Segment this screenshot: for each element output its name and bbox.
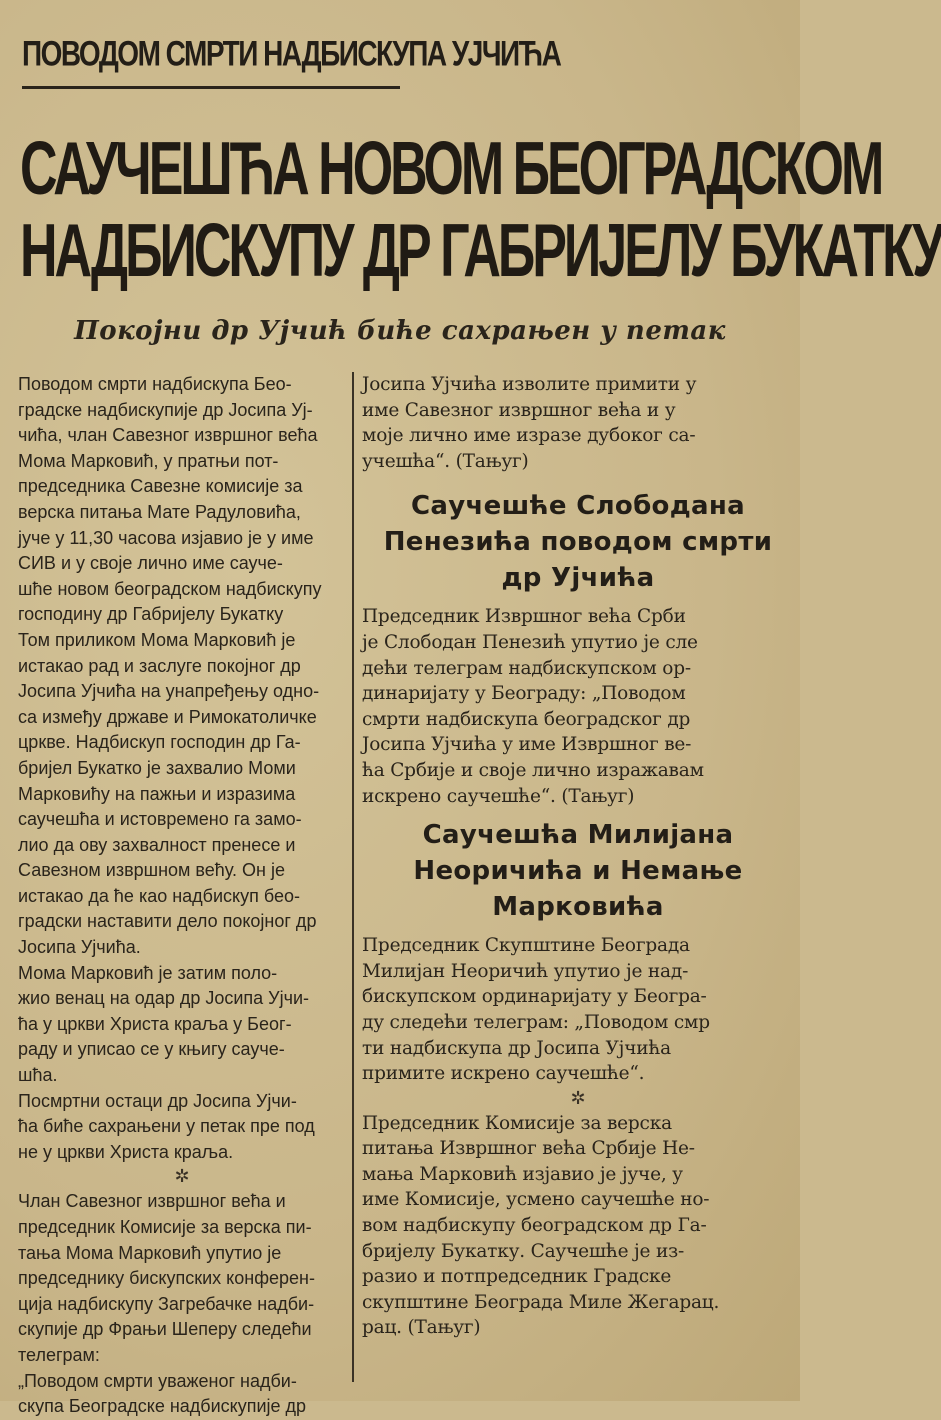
section-body-neoricic [362,933,794,1087]
right-paragraph-1 [362,372,794,474]
text-line: име Комисије, усмено саучешће но- [362,1189,710,1211]
spacer [362,474,794,488]
text-line: ћа Србије и своје лично изражавам [362,759,704,781]
text-line: ција надбискупу Загребачке надби- [18,1293,315,1314]
text-line: шћа. [18,1065,58,1086]
spacer [362,596,794,604]
text-line: искрено саучешће“. (Тањуг) [362,785,635,807]
text-line: Мома Марковић је затим поло- [18,962,278,983]
text-line: име Савезног извршног већа и у [362,399,676,421]
text-line: лио да ову захвалност пренесе и [18,834,296,855]
text-line: тања Мома Марковић упутио је [18,1242,282,1263]
left-paragraph-2 [18,961,346,1089]
text-line: жио венац на одар др Јосипа Ујчи- [18,988,310,1009]
text-line: питања Извршног већа Србије Не- [362,1138,695,1160]
section-title-line: Саучешћа Милијана [422,820,734,851]
text-line: раду и уписао се у књигу сауче- [18,1039,285,1060]
text-line: дећи телеграм надбискупском ор- [362,657,691,679]
text-line: Јосипа Ујчића изволите примити у [362,374,697,395]
text-line: Председник Скупштине Београда [362,935,690,957]
text-line: скупштине Београда Миле Жегарац. [362,1291,720,1313]
text-line: вом надбискупу београдском др Га- [362,1215,707,1237]
text-line: Члан Савезног извршног већа и [18,1191,286,1212]
left-column [18,372,346,1420]
section-title-line: Неоричића и Немање [413,856,743,887]
text-line: разио и потпредседник Градске [362,1266,672,1288]
text-line: учешћа“. (Тањуг) [362,450,529,472]
star-separator-icon: ✲ [174,1166,190,1188]
text-line: Марковићу на пажњи и изразима [18,783,296,804]
section-title-neoricic [362,817,794,925]
text-line: бријелу Букатку. Саучешће је из- [362,1240,685,1262]
left-paragraph-3 [18,1089,346,1166]
text-line: Председник Комисије за верска [362,1112,672,1134]
section-title-line: Саучешће Слободана [411,491,745,522]
column-divider [352,372,354,1382]
kicker-underline [22,86,400,89]
text-line: моје лично име изразе дубоког са- [362,425,696,447]
text-line: скупа Београдске надбискупије др [18,1396,307,1417]
text-line: рац. (Тањуг) [362,1317,481,1339]
text-line: Јосипа Ујчића у име Извршног ве- [362,734,692,756]
text-line: верска питања Мате Радуловића, [18,501,301,522]
text-line: цркве. Надбискуп господин др Га- [18,732,301,753]
section-title-line: Пенезића поводом смрти [383,527,773,558]
text-line: градске надбискупије др Јосипа Уј- [18,399,313,420]
star-separator-icon: ✲ [570,1087,586,1109]
text-line: председника Савезне комисије за [18,476,303,497]
text-line: Посмртни остаци др Јосипа Ујчи- [18,1090,297,1111]
section-body-markovic [362,1111,794,1341]
text-line: је Слободан Пенезић упутио је сле [362,631,698,653]
text-line: Милијан Неоричић упутио је над- [362,960,689,982]
spacer [362,809,794,817]
text-line: примите искрено саучешће“. [362,1063,645,1085]
text-line: истакао да ће као надбискуп бео- [18,885,300,906]
text-line: Том приликом Мома Марковић је [18,629,296,650]
text-line: ћа у цркви Христа краља у Беог- [18,1013,292,1034]
text-line: саучешћа и истовремено га замо- [18,809,302,830]
text-line: скупије др Фрањи Шеперу следећи [18,1319,312,1340]
text-line: ду следећи телеграм: „Поводом смр [362,1011,710,1033]
text-line: чића, члан Савезног извршног већа [18,425,318,446]
text-line: СИВ и у своје лично име сауче- [18,553,283,574]
text-line: шће новом београдском надбискупу [18,578,322,599]
section-title-line: Марковића [492,892,664,923]
section-body-penezic [362,604,794,809]
spacer [362,925,794,933]
text-line: не у цркви Христа краља. [18,1141,234,1162]
right-column [362,372,794,1341]
left-paragraph-1 [18,372,346,961]
text-line: господину др Габријелу Букатку [18,604,284,625]
text-line: јуче у 11,30 часова изјавио је у име [18,527,314,548]
text-line: председнику бискупских конферен- [18,1268,315,1289]
text-line: Јосипа Ујчића. [18,937,141,958]
text-line: мања Марковић изјавио је јуче, у [362,1163,683,1185]
text-line: ти надбискупа др Јосипа Ујчића [362,1037,671,1059]
text-line: смрти надбискупа београдског др [362,708,691,730]
text-line: динаријату у Београду: „Поводом [362,683,686,705]
left-paragraph-4 [18,1189,346,1419]
text-line: Савезном извршном већу. Он је [18,860,285,881]
text-line: Председник Извршног већа Срби [362,606,686,628]
headline-line-1: САУЧЕШЋА НОВОМ БЕОГРАДСКОМ [20,127,882,212]
text-line: Поводом смрти надбискупа Бео- [18,374,292,394]
text-line: са између државе и Римокатоличке [18,706,317,727]
text-line: телеграм: [18,1344,100,1365]
section-title-line: др Ујчића [501,563,655,594]
headline-line-2: НАДБИСКУПУ ДР ГАБРИЈЕЛУ БУКАТКУ [20,209,941,294]
kicker-label: ПОВОДОМ СМРТИ НАДБИСКУПА УЈЧИЋА [22,34,561,73]
text-line: Мома Марковић, у пратњи пот- [18,450,279,471]
text-line: „Поводом смрти уваженог надби- [18,1370,297,1391]
text-line: бријел Букатко је захвалио Моми [18,757,296,778]
text-line: истакао рад и заслуге покојног др [18,655,301,676]
subheadline: Покојни др Ујчић биће сахрањен у петак [74,316,726,346]
text-line: председник Комисије за верска пи- [18,1217,312,1237]
text-line: бискупском ординаријату у Београ- [362,986,707,1008]
section-title-penezic [362,488,794,596]
text-line: градски наставити дело покојног др [18,911,317,932]
text-line: ћа биће сахрањени у петак пре под [18,1116,315,1137]
text-line: Јосипа Ујчића на унапређењу одно- [18,681,320,702]
